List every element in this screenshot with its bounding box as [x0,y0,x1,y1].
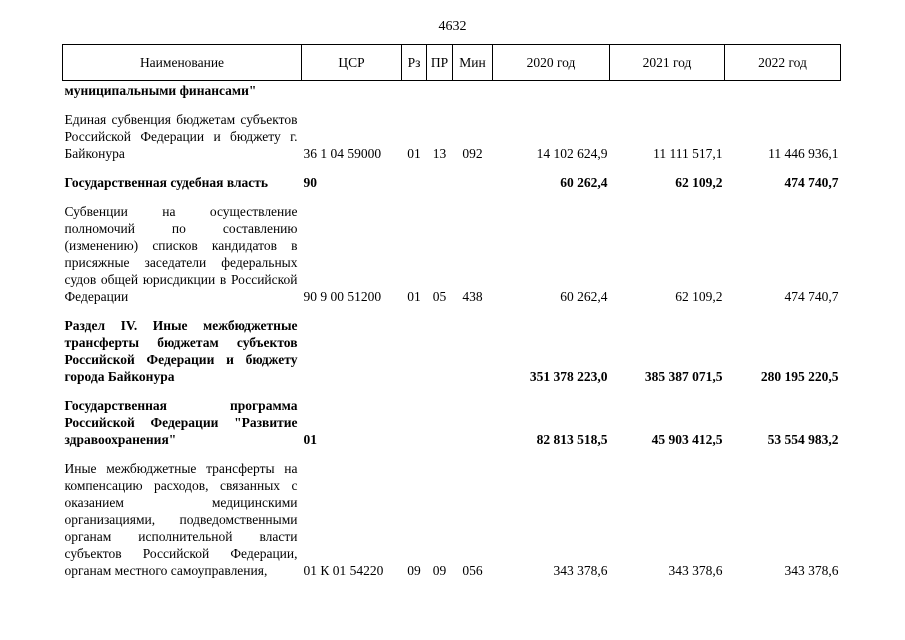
row-min: 092 [462,146,483,161]
row-2021: 62 109,2 [675,289,723,304]
table-row [63,81,841,100]
row-min [453,174,493,191]
row-pr: 05 [432,289,447,304]
row-min: 056 [462,563,483,578]
row-name: Субвенции на осуществление полномочий по составлению (изменению) списков кандидатов в присяжные заседатели федеральных судов общей юрисдикции в Российской Федерации [64,204,298,304]
row-2020: 351 378 223,0 [529,369,608,384]
row-rz: 09 [407,563,421,578]
row-rz [402,174,427,191]
budget-table [62,44,841,579]
row-2020: 343 378,6 [553,563,608,578]
row-pr [427,174,453,191]
row-pr [427,397,453,448]
table-row [63,174,841,191]
table-row [63,203,841,305]
header-min: Мин [453,45,493,81]
row-2021: 62 109,2 [675,175,723,190]
row-pr: 09 [432,563,447,578]
row-min [453,81,493,100]
row-min [453,397,493,448]
row-name: Государственная программа Российской Федерации "Развитие здравоохранения" [64,398,298,447]
row-2022: 11 446 936,1 [768,146,839,161]
row-csr [302,317,402,385]
header-csr: ЦСР [302,45,402,81]
row-2022: 474 740,7 [784,289,839,304]
row-2021: 385 387 071,5 [644,369,723,384]
row-2020: 60 262,4 [560,289,608,304]
row-2020: 14 102 624,9 [536,146,608,161]
row-csr: 01 [303,432,317,447]
header-2020: 2020 год [493,45,610,81]
row-csr [302,81,402,100]
row-2022: 53 554 983,2 [767,432,839,447]
row-rz [402,317,427,385]
header-pr: ПР [427,45,453,81]
row-name: Раздел IV. Иные межбюджетные трансферты бюджетам субъектов Российской Федерации и бюджету города Байконура [64,318,298,384]
header-name: Наименование [63,45,302,81]
row-rz [402,81,427,100]
row-2021: 45 903 412,5 [651,432,723,447]
row-2022 [725,81,841,100]
row-2022: 280 195 220,5 [760,369,839,384]
row-csr: 90 [303,175,317,190]
row-name: Единая субвенция бюджетам субъектов Российской Федерации и бюджету г. Байконура [64,112,298,161]
row-csr: 36 1 04 59000 [303,146,382,161]
table-row [63,397,841,448]
row-min: 438 [462,289,483,304]
row-rz: 01 [407,289,421,304]
row-2021: 343 378,6 [668,563,723,578]
row-csr: 01 К 01 54220 [303,563,384,578]
row-name: муниципальными финансами" [64,83,257,98]
table-header-row [63,45,841,81]
row-min [453,317,493,385]
table-row [63,111,841,162]
row-name: Государственная судебная власть [64,175,269,190]
table-row [63,317,841,385]
row-2020: 82 813 518,5 [536,432,608,447]
row-rz [402,397,427,448]
row-2020 [493,81,610,100]
row-csr: 90 9 00 51200 [303,289,382,304]
row-2022: 474 740,7 [784,175,839,190]
row-2022: 343 378,6 [784,563,839,578]
row-2020: 60 262,4 [560,175,608,190]
row-pr [427,317,453,385]
header-rz: Рз [402,45,427,81]
header-2022: 2022 год [725,45,841,81]
table-row [63,460,841,579]
page-number: 4632 [438,19,467,34]
row-2021 [610,81,725,100]
row-name: Иные межбюджетные трансферты на компенсацию расходов, связанных с оказанием медицинскими организациями, подведомственными органам исполнительной власти субъектов Российской Федерации, органам местного самоуправления, [64,461,298,578]
row-rz: 01 [407,146,421,161]
row-pr [427,81,453,100]
row-pr: 13 [432,146,447,161]
row-2021: 11 111 517,1 [653,146,723,161]
header-2021: 2021 год [610,45,725,81]
